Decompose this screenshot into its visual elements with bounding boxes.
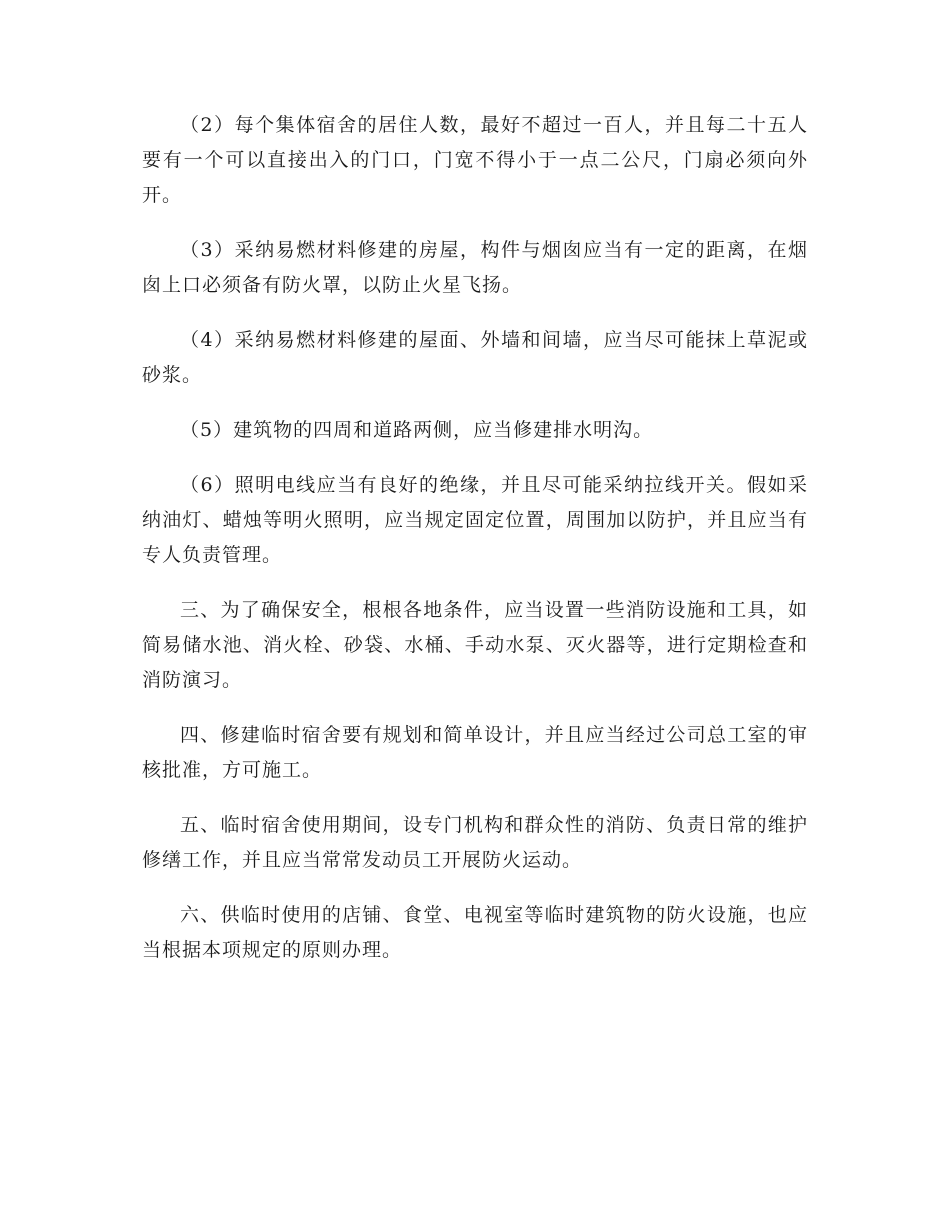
paragraph-item-5: （5）建筑物的四周和道路两侧，应当修建排水明沟。 xyxy=(180,419,654,441)
document-body xyxy=(142,108,808,988)
paragraph-item-4: （4）采纳易燃材料修建的屋面、外墙和间墙，应当尽可能抹上草泥或砂浆。 xyxy=(142,329,808,386)
paragraph-item-6: （6）照明电线应当有良好的绝缘，并且尽可能采纳拉线开关。假如采纳油灯、蜡烛等明火照明，应当规定固定位置，周围加以防护，并且应当有专人负责管理。 xyxy=(142,474,808,566)
paragraph-section-3: 三、为了确保安全，根根各地条件，应当设置一些消防设施和工具，如简易储水池、消火栓、砂袋、水桶、手动水泵、灭火器等，进行定期检查和消防演习。 xyxy=(142,599,808,691)
paragraph-item-3: （3）采纳易燃材料修建的房屋，构件与烟囱应当有一定的距离，在烟囱上口必须备有防火罩，以防止火星飞扬。 xyxy=(142,239,808,296)
paragraph-item-2: （2）每个集体宿舍的居住人数，最好不超过一百人，并且每二十五人要有一个可以直接出入的门口，门宽不得小于一点二公尺，门扇必须向外开。 xyxy=(142,114,808,206)
paragraph-section-5: 五、临时宿舍使用期间，设专门机构和群众性的消防、负责日常的维护修缮工作，并且应当常常发动员工开展防火运动。 xyxy=(142,814,808,871)
paragraph-section-6: 六、供临时使用的店铺、食堂、电视室等临时建筑物的防火设施，也应当根据本项规定的原则办理。 xyxy=(142,904,808,961)
paragraph-section-4: 四、修建临时宿舍要有规划和简单设计，并且应当经过公司总工室的审核批准，方可施工。 xyxy=(142,724,808,781)
